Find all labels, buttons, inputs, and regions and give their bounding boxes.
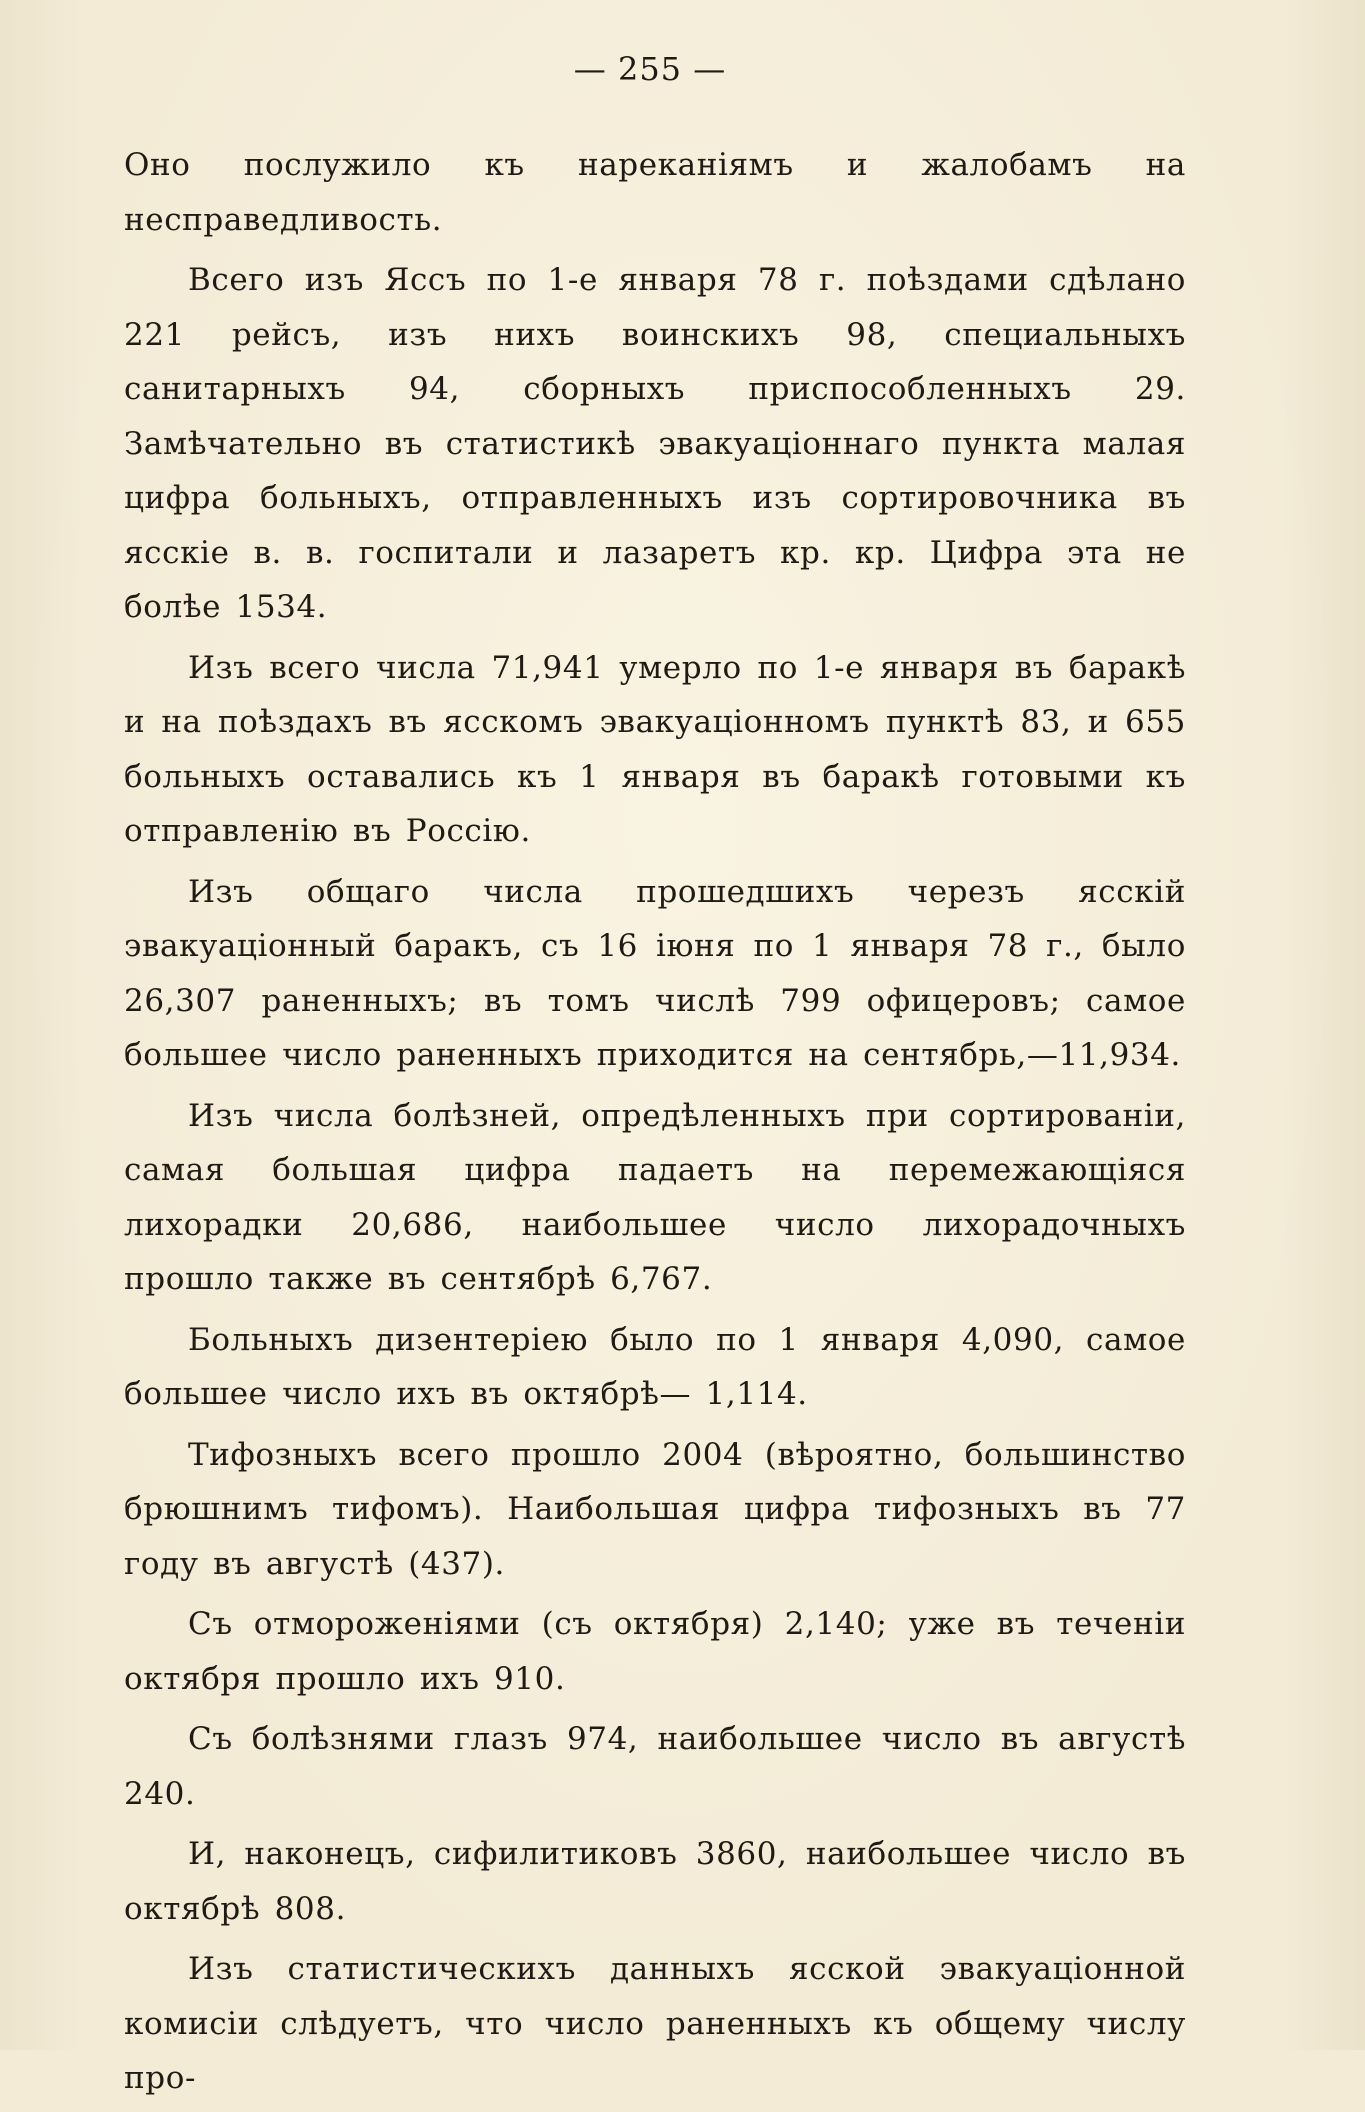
paragraph: Изъ числа болѣзней, опредѣленныхъ при сортированіи, самая большая цифра падаетъ на перемежающіяся лихорадки 20,686, наибольшее число лихорадочныхъ прошло также въ сентябрѣ 6,767. — [124, 1097, 1186, 1297]
body-text — [124, 138, 1186, 2112]
paragraph: Съ отмороженіями (съ октября) 2,140; уже въ теченіи октября прошло ихъ 910. — [124, 1606, 1186, 1697]
paragraph: Изъ всего числа 71,941 умерло по 1-е января въ баракѣ и на поѣздахъ въ ясскомъ эвакуаціонномъ пунктѣ 83, и 655 больныхъ оставались къ 1 января въ баракѣ готовыми къ отправленію въ Россію. — [124, 649, 1186, 849]
page-number: — 255 — — [573, 50, 727, 88]
paragraph: Тифозныхъ всего прошло 2004 (вѣроятно, большинство брюшнимъ тифомъ). Наибольшая цифра тифозныхъ въ 77 году въ августѣ (437). — [124, 1436, 1186, 1582]
paragraph: Оно послужило къ нареканіямъ и жалобамъ на несправедливость. — [124, 147, 1186, 238]
paragraph: И, наконецъ, сифилитиковъ 3860, наибольшее число въ октябрѣ 808. — [124, 1836, 1186, 1927]
paragraph: Больныхъ дизентеріею было по 1 января 4,090, самое большее число ихъ въ октябрѣ— 1,114. — [124, 1321, 1186, 1412]
paragraph: Изъ общаго числа прошедшихъ черезъ ясскій эвакуаціонный баракъ, съ 16 іюня по 1 января 78 г., было 26,307 раненныхъ; въ томъ числѣ 799 офицеровъ; самое большее число раненныхъ приходится на сентябрь,—11,934. — [124, 873, 1186, 1073]
paragraph: Всего изъ Яссъ по 1-е января 78 г. поѣздами сдѣлано 221 рейсъ, изъ нихъ воинскихъ 98, специальныхъ санитарныхъ 94, сборныхъ приспособленныхъ 29. Замѣчательно въ статистикѣ эвакуаціоннаго пункта малая цифра больныхъ, отправленныхъ изъ сортировочника въ ясскіе в. в. госпитали и лазаретъ кр. кр. Цифра эта не болѣе 1534. — [124, 262, 1186, 625]
paragraph: Изъ статистическихъ данныхъ ясской эвакуаціонной комисіи слѣдуетъ, что число раненныхъ къ общему числу про- — [124, 1951, 1186, 2096]
paragraph: Съ болѣзнями глазъ 974, наибольшее число въ августѣ 240. — [124, 1721, 1186, 1812]
